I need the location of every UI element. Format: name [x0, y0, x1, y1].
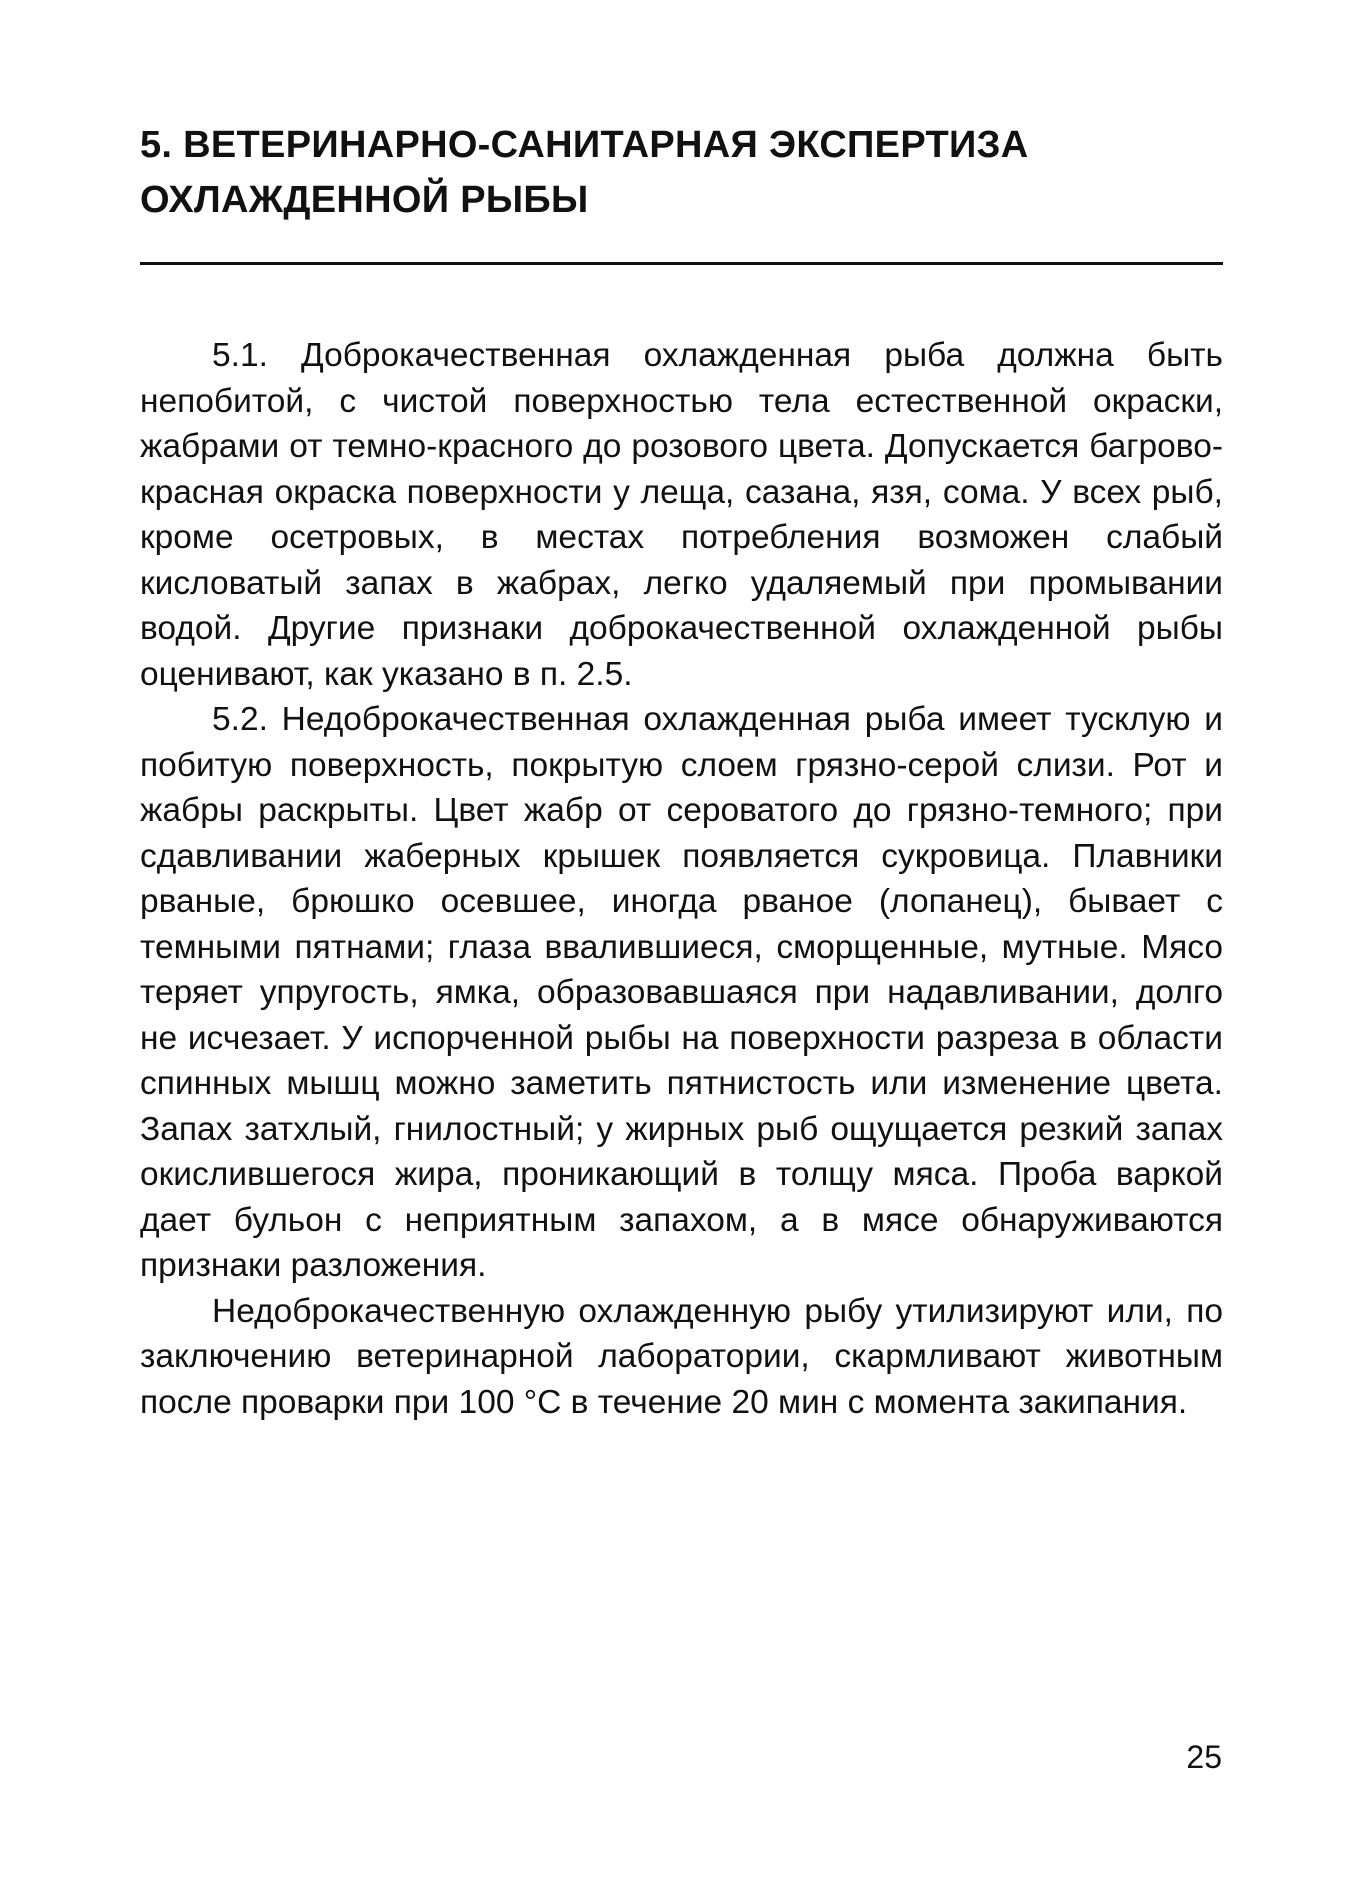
section-heading-line-2: ОХЛАЖДЕННОЙ РЫБЫ [140, 179, 589, 221]
section-heading-line-1: 5. ВЕТЕРИНАРНО-САНИТАРНАЯ ЭКСПЕРТИЗА [140, 124, 1029, 166]
paragraph-5-2: 5.2. Недоброкачественная охлажденная рыба имеет тусклую и побитую поверхность, покрытую слоем грязно-серой слизи. Рот и жабры раскрыты. Цвет жабр от сероватого до грязно-темного; при сдавливании жаберных крышек появляется сукровица. Плавники рваные, брюшко осевшее, иногда рваное (лопанец), бывает с темными пятнами; глаза ввалившиеся, сморщенные, мутные. Мясо теряет упругость, ямка, образовавшаяся при надавливании, долго не исчезает. У испорченной рыбы на поверхности разреза в области спинных мышц можно заметить пятнистость или изменение цвета. Запах затхлый, гнилостный; у жирных рыб ощущается резкий запах окислившегося жира, проникающий в толщу мяса. Проба варкой дает бульон с неприятным запахом, а в мясе обнаруживаются признаки разложения. [140, 701, 1223, 1284]
paragraph-5-1: 5.1. Доброкачественная охлажденная рыба должна быть непобитой, с чистой поверхностью тела естественной окраски, жабрами от темно-красного до розового цвета. Допускается багрово-красная окраска поверхности у леща, сазана, язя, сома. У всех рыб, кроме осетровых, в местах потребления возможен слабый кисловатый запах в жабрах, легко удаляемый при промывании водой. Другие признаки доброкачественной охлажденной рыбы оценивают, как указано в п. 2.5. [140, 337, 1223, 693]
page-number: 25 [1186, 1739, 1222, 1775]
section-heading [140, 118, 1240, 228]
heading-divider [140, 262, 1223, 265]
paragraph-disposal: Недоброкачественную охлажденную рыбу утилизируют или, по заключению ветеринарной лаборатории, скармливают животным после проварки при 100 °С в течение 20 мин с момента закипания. [140, 1292, 1223, 1421]
section-body [140, 333, 1223, 1425]
